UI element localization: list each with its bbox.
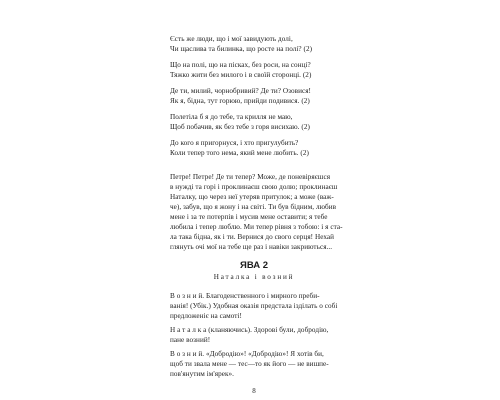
scene-characters: Наталка і возний bbox=[213, 273, 295, 281]
dialogue-line: Н а т а л к а (кланяючись). Здорові були, добродію, bbox=[170, 326, 329, 334]
poem-line: Як я, бідна, тут горюю, прийди подивися. (2) bbox=[170, 97, 310, 105]
poem-line: Де ти, милий, чорнобривий? Де ти? Озовися! bbox=[170, 87, 312, 95]
monologue-line: глянуть очі мої на тебе ще раз і навіки закриються... bbox=[170, 243, 333, 251]
dialogue-line: ванія! (Убік.) Удобная оказія предстала ізділать о собі bbox=[170, 302, 338, 310]
monologue-line: мене і за те потерпів і мусив мене оставити; я тебе bbox=[170, 213, 328, 221]
poem-line: Коли тепер того нема, який мене любить. (2) bbox=[170, 149, 309, 157]
poem-line: До кого я пригорнуся, і хто пригулубить? bbox=[170, 139, 299, 147]
monologue-line: в нужді та горі і проклинаєш свою долю; проклинаєш bbox=[170, 183, 338, 191]
poem-line: Полетіла б я до тебе, та крилля не маю, bbox=[170, 113, 293, 121]
dialogue-line: В о з н и й. «Добродію»! «Добродію»! Я хотів би, bbox=[170, 350, 324, 358]
monologue-line: любила і тепер люблю. Ми тепер рівня з тобою: і я ста- bbox=[170, 223, 343, 231]
dialogue-line: предложеніє на самоті! bbox=[170, 312, 242, 320]
poem-line: Чи щаслива та билинка, що росте на полі? (2) bbox=[170, 45, 313, 53]
page-number: 8 bbox=[252, 387, 256, 395]
poem-line: Щоб побачив, як без тебе з горя висихаю. (2) bbox=[170, 123, 310, 131]
monologue-line: Наталку, що через неї утеряв притулок; а може (важ- bbox=[170, 193, 334, 201]
dialogue-line: пане возний! bbox=[170, 336, 211, 344]
monologue-line: ла така бідна, як і ти. Вернися до свого серця! Нехай bbox=[170, 233, 335, 241]
scene-title: ЯВА 2 bbox=[240, 260, 268, 271]
dialogue-line: В о з н и й. Благоденственного і мирного преби- bbox=[170, 292, 320, 300]
dialogue-line: пов'янутим ім'ярек». bbox=[170, 370, 235, 378]
poem-line: Єсть же люди, що і мої завидують долі, bbox=[170, 35, 293, 43]
dialogue-line: щоб ти звала мене — тес—то як його — не вишпе- bbox=[170, 360, 329, 368]
monologue-line: че), забув, що я жону і на світі. Ти був бідним, любив bbox=[170, 203, 337, 211]
poem-line: Що на полі, що на пісках, без роси, на сонці? bbox=[170, 61, 311, 69]
monologue-line: Петре! Петре! Де ти тепер? Може, де поневіряєшся bbox=[170, 173, 331, 181]
poem-line: Тяжко жити без милого і в своїй сторонці. (2) bbox=[170, 71, 312, 79]
